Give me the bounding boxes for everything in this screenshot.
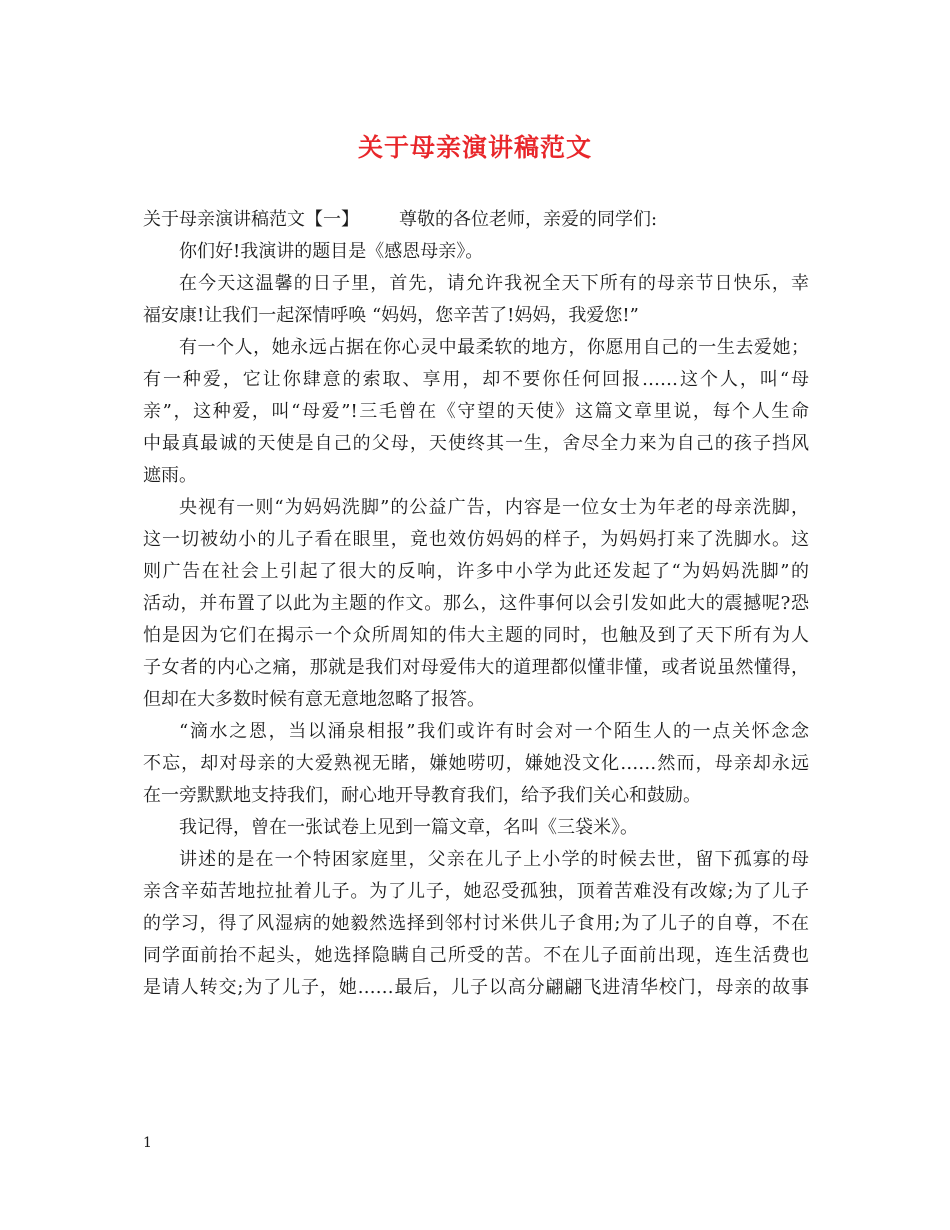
page-number: 1 xyxy=(143,1135,152,1151)
text-line: 则广告在社会上引起了很大的反响，许多中小学为此还发起了“为妈妈洗脚”的 xyxy=(143,561,809,582)
text-line: 我记得，曾在一张试卷上见到一篇文章，名叫《三袋米》。 xyxy=(179,817,638,838)
first-line xyxy=(143,204,809,236)
text-line: 在一旁默默地支持我们，耐心地开导教育我们，给予我们关心和鼓励。 xyxy=(143,785,701,806)
text-line: 怕是因为它们在揭示一个众所周知的伟大主题的同时，也触及到了天下所有为人 xyxy=(143,625,809,646)
greeting-text: 尊敬的各位老师，亲爱的同学们: xyxy=(399,209,658,230)
text-line: 是请人转交;为了儿子，她……最后，儿子以高分翩翩飞进清华校门，母亲的故事 xyxy=(143,977,809,998)
text-line: 亲”，这种爱，叫“母爱”!三毛曾在《守望的天使》这篇文章里说，每个人生命 xyxy=(143,401,809,422)
text-line: 在今天这温馨的日子里，首先，请允许我祝全天下所有的母亲节日快乐，幸 xyxy=(179,273,809,294)
text-line: 你们好!我演讲的题目是《感恩母亲》。 xyxy=(179,241,484,262)
text-line: 遮雨。 xyxy=(143,465,197,486)
text-line: 有一个人，她永远占据在你心灵中最柔软的地方，你愿用自己的一生去爱她； xyxy=(179,337,809,358)
text-line: 这一切被幼小的儿子看在眼里，竟也效仿妈妈的样子，为妈妈打来了洗脚水。这 xyxy=(143,529,809,550)
text-line: 亲含辛茹苦地拉扯着儿子。为了儿子，她忍受孤独，顶着苦难没有改嫁;为了儿子 xyxy=(143,881,809,902)
section-heading: 关于母亲演讲稿范文【一】 xyxy=(143,209,359,230)
text-line: 的学习，得了风湿病的她毅然选择到邻村讨米供儿子食用;为了儿子的自尊，不在 xyxy=(143,913,809,934)
text-line: 活动，并布置了以此为主题的作文。那么，这件事何以会引发如此大的震撼呢?恐 xyxy=(143,593,809,614)
text-line: 但却在大多数时候有意无意地忽略了报答。 xyxy=(143,689,485,710)
text-line: 福安康!让我们一起深情呼唤 “妈妈，您辛苦了!妈妈，我爱您!” xyxy=(143,305,639,326)
text-line: 讲述的是在一个特困家庭里，父亲在儿子上小学的时候去世，留下孤寡的母 xyxy=(179,849,809,870)
text-line: 央视有一则“为妈妈洗脚”的公益广告，内容是一位女士为年老的母亲洗脚， xyxy=(179,497,809,518)
text-line: 子女者的内心之痛，那就是我们对母爱伟大的道理都似懂非懂，或者说虽然懂得， xyxy=(143,657,809,678)
text-line: 同学面前抬不起头，她选择隐瞒自己所受的苦。不在儿子面前出现，连生活费也 xyxy=(143,945,809,966)
text-line: 中最真最诚的天使是自己的父母，天使终其一生，舍尽全力来为自己的孩子挡风 xyxy=(143,433,809,454)
text-line: “滴水之恩，当以涌泉相报”我们或许有时会对一个陌生人的一点关怀念念 xyxy=(179,721,809,742)
text-line: 有一种爱，它让你肆意的索取、享用，却不要你任何回报……这个人，叫“母 xyxy=(143,369,809,390)
document-title: 关于母亲演讲稿范文 xyxy=(357,133,592,162)
paragraph-lines xyxy=(143,236,809,1004)
text-line: 不忘，却对母亲的大爱熟视无睹，嫌她唠叨，嫌她没文化……然而，母亲却永远 xyxy=(143,753,809,774)
document-body xyxy=(143,204,809,1004)
